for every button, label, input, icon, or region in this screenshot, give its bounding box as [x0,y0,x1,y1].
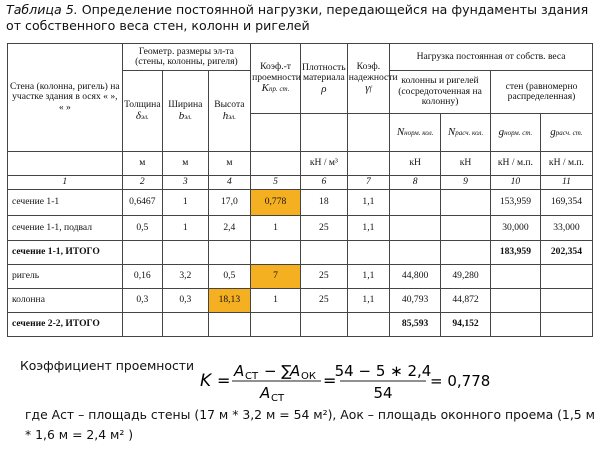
table-cell: 1 [163,216,209,241]
highlighted-cell: 7 [251,265,301,289]
table-cell [347,241,389,265]
header-load: Нагрузка постоянная от собств. веса [390,44,593,71]
column-number: 7 [347,176,389,190]
unit-cell: м [163,152,209,176]
formula-minus-sum: − ∑ [264,362,292,380]
column-number: 6 [300,176,347,190]
column-number: 4 [208,176,250,190]
table-cell [390,241,441,265]
table-cell [347,313,389,337]
formula-a-st-den-sub: СТ [271,393,285,404]
column-number: 9 [441,176,491,190]
table-cell: 25 [300,265,347,289]
unit-cell: кН [390,152,441,176]
table-caption [6,2,596,34]
header-thickness: Толщина δэл. [122,71,162,152]
table-cell [163,313,209,337]
table-cell: 1,1 [347,190,389,216]
row-label: ригель [8,265,123,289]
total-cell: 183,959 [490,241,540,265]
column-number: 1 [8,176,123,190]
total-cell: 202,354 [540,241,592,265]
table-cell: 3,2 [163,265,209,289]
note-line-1: где Аст – площадь стены (17 м * 3,2 м = 54 м²), Аок – площадь оконного проема (1,5 м [25,407,595,422]
column-numbers-row [8,176,593,190]
header-geometry: Геометр. размеры эл-та (стены, колонны, ригеля) [122,44,250,71]
table-cell [208,241,250,265]
column-number: 10 [490,176,540,190]
formula-a-ok: A [290,362,301,380]
table-cell: 1,1 [347,265,389,289]
total-cell: 85,593 [390,313,441,337]
formula-k: K [200,371,212,391]
column-number: 3 [163,176,209,190]
table-cell: 169,354 [540,190,592,216]
table-cell [441,216,491,241]
table-row-total [8,313,593,337]
table-cell [390,216,441,241]
header-density: Плотность материала ρ [300,44,347,114]
table-cell: 0,3 [122,289,162,313]
highlighted-cell: 18,13 [208,289,250,313]
table-cell: 0,5 [208,265,250,289]
table-cell: 2,4 [208,216,250,241]
openness-formula [180,356,491,404]
table-cell [490,265,540,289]
load-table [7,43,593,337]
unit-cell: кН / м³ [300,152,347,176]
unit-cell [347,152,389,176]
table-cell: 25 [300,216,347,241]
unit-cell: кН [441,152,491,176]
header-openness: Коэф.-т прoемности Kпр. ст. [251,44,301,114]
formula-result: = 0,778 [430,372,491,390]
table-cell: 1,1 [347,216,389,241]
formula-a-st-den: A [260,384,271,402]
highlighted-cell: 0,778 [251,190,301,216]
unit-cell: м [208,152,250,176]
column-number: 8 [390,176,441,190]
table-cell [490,313,540,337]
formula-numerator-values: 54 − 5 ∗ 2,4 [334,362,432,380]
table-row-total [8,241,593,265]
table-cell: 44,872 [441,289,491,313]
row-label: сечение 2-2, ИТОГО [8,313,123,337]
table-cell [122,313,162,337]
unit-cell: кН / м.п. [540,152,592,176]
table-cell [251,241,301,265]
unit-cell [8,152,123,176]
row-label: сечение 1-1, подвал [8,216,123,241]
header-height: Высота hэл. [208,71,250,152]
table-cell: 44,800 [390,265,441,289]
table-cell: 1,1 [347,289,389,313]
row-label: колонна [8,289,123,313]
header-g-calc: gрасч. ст. [540,114,592,152]
table-cell: 0,3 [163,289,209,313]
table-row [8,190,593,216]
header-symbol-k [251,114,301,152]
formula-a-ok-sub: ОК [301,371,316,382]
table-cell [441,241,491,265]
formula-a-st: A [234,362,245,380]
table-cell: 1 [251,216,301,241]
caption-lead: Таблица 5. [6,2,78,17]
table-cell [163,241,209,265]
units-row [8,152,593,176]
table-cell: 33,000 [540,216,592,241]
header-load-walls: стен (равномерно распределенная) [490,71,592,114]
table-cell [490,289,540,313]
header-element: Стена (колонна, ригель) на участке здания в осях « », « » [8,44,123,152]
table-cell [390,190,441,216]
header-n-calc: Nрасч. кол. [441,114,491,152]
table-cell [300,241,347,265]
table-cell: 0,6467 [122,190,162,216]
header-g-norm: gнорм. ст. [490,114,540,152]
header-symbol-gamma [347,114,389,152]
formula-a-st-sub: СТ [245,371,259,382]
table-cell: 1 [163,190,209,216]
caption-text: Определение постоянной нагрузки, передающейся на фундаменты здания от собственного веса стен, колонн и ригелей [6,2,589,33]
column-number: 2 [122,176,162,190]
table-cell: 0,5 [122,216,162,241]
table-row [8,216,593,241]
table-cell: 0,16 [122,265,162,289]
table-cell: 18 [300,190,347,216]
column-number: 11 [540,176,592,190]
unit-cell [251,152,301,176]
table-cell [540,289,592,313]
header-n-norm: Nнорм. кол. [390,114,441,152]
table-cell [300,313,347,337]
table-cell: 153,959 [490,190,540,216]
header-load-columns: колонны и ригелей (сосредоточенная на колонну) [390,71,491,114]
unit-cell: кН / м.п. [490,152,540,176]
table-cell [122,241,162,265]
header-width: Ширина bэл. [163,71,209,152]
table-cell: 25 [300,289,347,313]
header-symbol-rho [300,114,347,152]
table-cell [251,313,301,337]
row-label: сечение 1-1, ИТОГО [8,241,123,265]
formula-equals-2: = [323,371,337,390]
table-cell [540,313,592,337]
table-row [8,289,593,313]
table-cell: 17,0 [208,190,250,216]
unit-cell: м [122,152,162,176]
table-cell: 40,793 [390,289,441,313]
table-cell [441,190,491,216]
table-row [8,265,593,289]
note-line-2: * 1,6 м = 2,4 м² ) [25,427,134,442]
formula-equals: = [217,371,231,390]
formula-label: Коэффициент проемности [20,358,195,373]
table-cell [208,313,250,337]
table-cell [540,265,592,289]
table-cell: 49,280 [441,265,491,289]
row-label: сечение 1-1 [8,190,123,216]
header-reliability: Коэф. надежности γf [347,44,389,114]
table-cell: 30,000 [490,216,540,241]
table-cell: 1 [251,289,301,313]
formula-denominator-values: 54 [373,384,393,402]
column-number: 5 [251,176,301,190]
total-cell: 94,152 [441,313,491,337]
